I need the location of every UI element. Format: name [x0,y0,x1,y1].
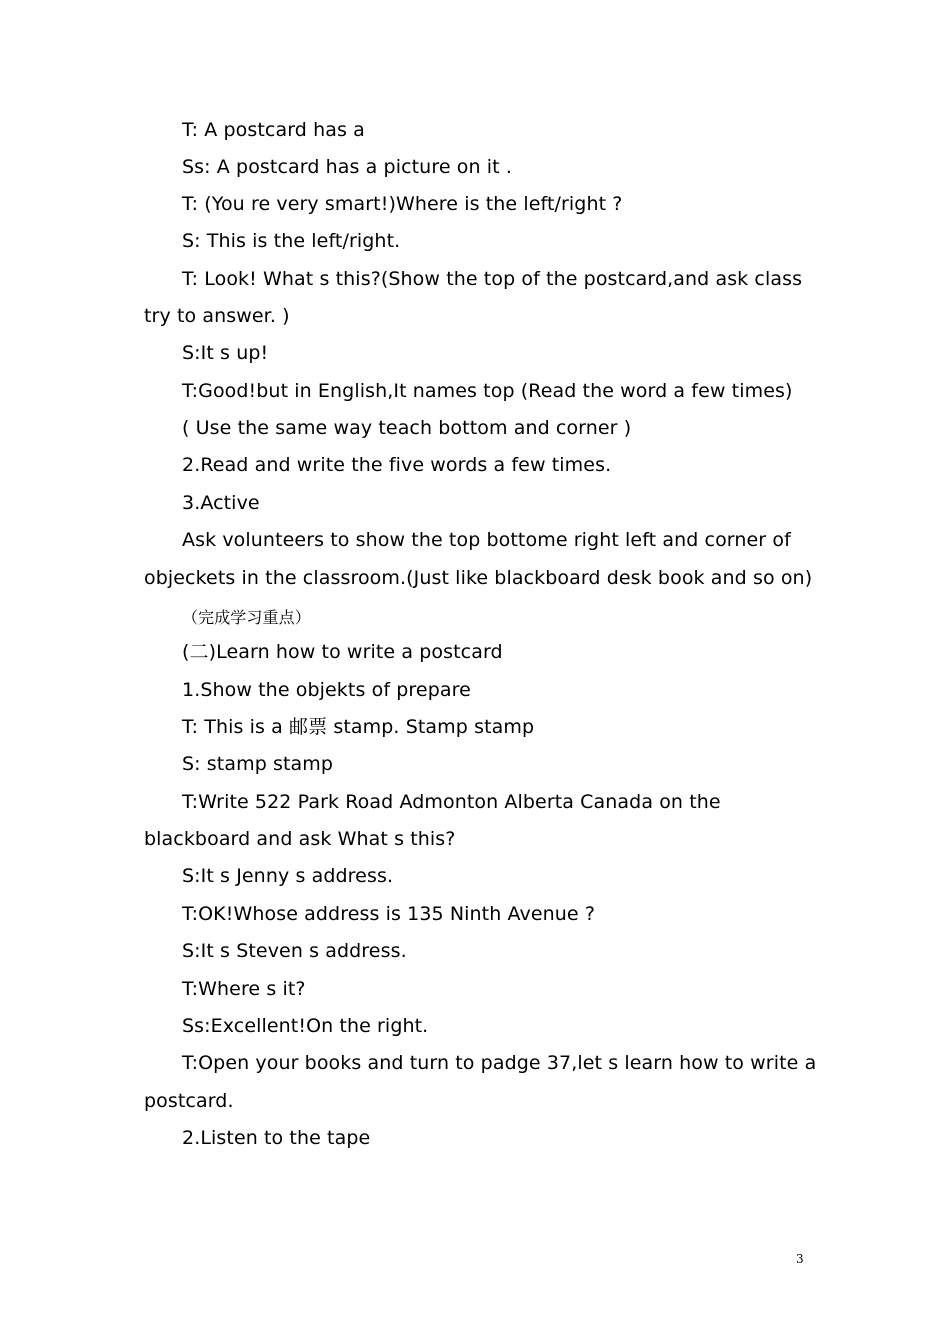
text-line: postcard. [144,1090,234,1112]
text-line: Ss:Excellent!On the right. [182,1015,429,1037]
text-line: T:Good!but in English,It names top (Read the word a few times) [182,380,793,402]
text-line: S: stamp stamp [182,753,334,775]
text-line-cjk: （完成学习重点） [182,608,311,627]
text-line: 3.Active [182,492,260,514]
page-number: 3 [796,1252,804,1266]
text-line: T: (You re very smart!)Where is the left/right ? [182,193,623,215]
text-line: try to answer. ) [144,305,290,327]
text-line: T:Write 522 Park Road Admonton Alberta Canada on the [182,791,721,813]
text-line: T:Open your books and turn to padge 37,let s learn how to write a [182,1052,817,1074]
text-line: T:Where s it? [182,978,306,1000]
text-line: S:It s Jenny s address. [182,865,394,887]
text-line: T: A postcard has a [182,119,365,141]
text-line: T: This is a 邮票 stamp. Stamp stamp [182,716,535,738]
text-line: Ss: A postcard has a picture on it . [182,156,512,178]
text-line: S:It s up! [182,342,269,364]
text-line: 2.Listen to the tape [182,1127,371,1149]
text-line: S: This is the left/right. [182,230,401,252]
text-line: T: Look! What s this?(Show the top of the postcard,and ask class [182,268,803,290]
text-line: blackboard and ask What s this? [144,828,456,850]
text-line: T:OK!Whose address is 135 Ninth Avenue ? [182,903,596,925]
text-line: 2.Read and write the five words a few times. [182,454,612,476]
text-line: (二)Learn how to write a postcard [182,641,503,663]
text-line: objeckets in the classroom.(Just like blackboard desk book and so on) [144,567,813,589]
text-line: 1.Show the objekts of prepare [182,679,471,701]
text-line: S:It s Steven s address. [182,940,407,962]
text-line: Ask volunteers to show the top bottome right left and corner of [182,529,791,551]
text-line: ( Use the same way teach bottom and corner ) [182,417,632,439]
